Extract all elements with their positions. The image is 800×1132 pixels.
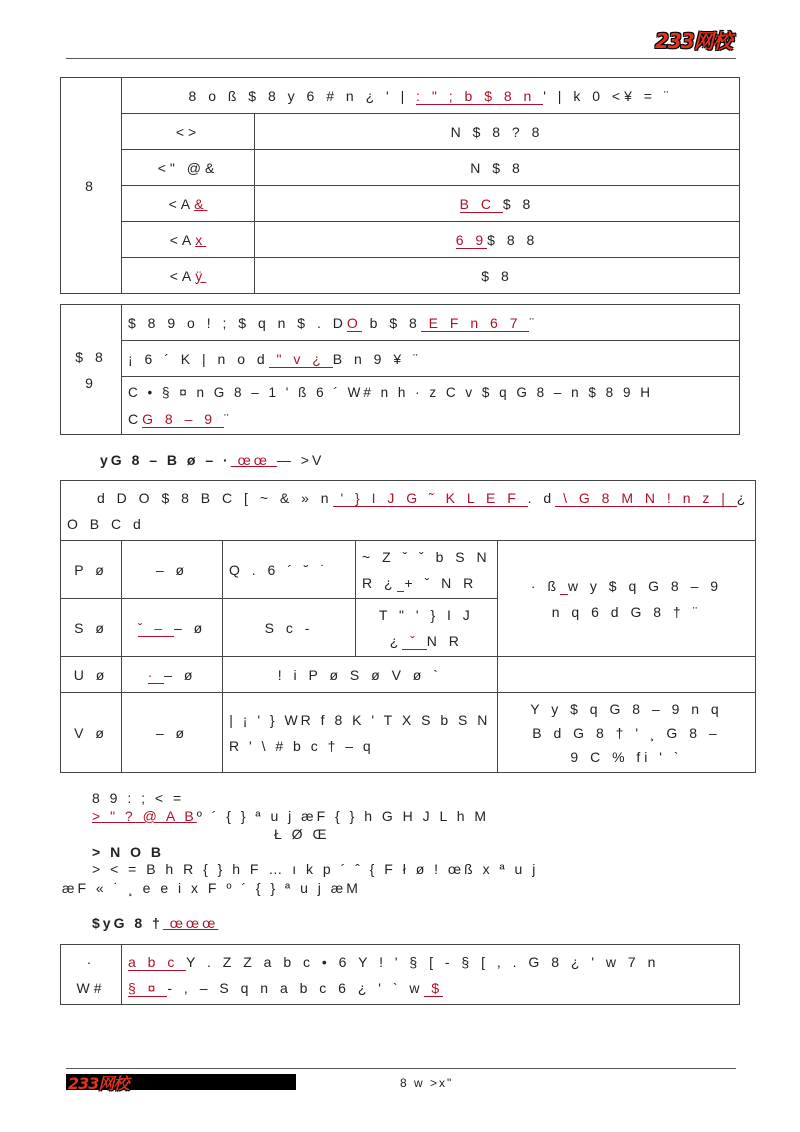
text: R ' \ # b c † – q (229, 737, 374, 754)
table2-row-label: $ 8 9 (61, 305, 122, 435)
text: $ 8 (502, 195, 535, 212)
table3-cell (122, 541, 223, 599)
table3-cell-merged (497, 541, 756, 657)
table3-cell: Q . 6 ´ ˘ ˙ (223, 541, 356, 599)
table4-content (122, 945, 740, 1005)
table3-cell (122, 693, 223, 773)
link[interactable]: : " ; b $ 8 n (416, 87, 544, 104)
table3-cell (356, 599, 498, 657)
text-line (504, 573, 750, 599)
header-rule (66, 58, 736, 59)
text: — >V (276, 452, 325, 468)
link[interactable]: ' } I J (332, 489, 407, 506)
text-line (67, 485, 749, 511)
section-heading-2 (92, 915, 218, 931)
text: ' | k 0 <¥ = ¨ (543, 87, 673, 104)
link[interactable]: x (195, 231, 207, 248)
table1-top-cell (122, 78, 740, 114)
text: <A (168, 195, 195, 212)
link[interactable]: $ (423, 979, 444, 996)
link[interactable]: œœ (230, 452, 277, 468)
text: – ø (155, 724, 189, 741)
text: 9 C % fi ' ` (570, 748, 683, 765)
text: C (128, 410, 143, 427)
text: R ¿ (362, 574, 397, 591)
table-2 (60, 304, 740, 435)
link[interactable]: G ˜ K L (406, 489, 486, 506)
text: ~ Z ˇ ˇ b S N (362, 548, 491, 565)
table3-cell (122, 657, 223, 693)
text: $ 8 8 (487, 231, 539, 248)
header-logo: 233网校 (655, 29, 732, 53)
text-line (128, 949, 733, 975)
text: - , – S q n a b c 6 ¿ ' ` w (167, 979, 424, 996)
table1-cell-right: N $ 8 (255, 150, 740, 186)
text: $yG 8 † (92, 915, 163, 931)
text: . d (527, 489, 556, 506)
table2-row-3 (122, 377, 740, 435)
text: $ 8 9 o ! ; $ q n $ . D (128, 314, 347, 331)
text: | ¡ ' } WR f 8 K ' T X S b S N (229, 711, 491, 728)
table3-cell: U ø (61, 657, 122, 693)
table1-cell-left (122, 186, 255, 222)
section-heading-1 (100, 452, 324, 468)
link[interactable]: ˇ (402, 632, 427, 649)
text-line (362, 570, 491, 596)
table3-cell: P ø (61, 541, 122, 599)
link[interactable]: B C (459, 195, 503, 212)
table1-cell-left (122, 258, 255, 294)
text: Y y $ q G 8 – 9 n q (530, 700, 723, 717)
text: – ø (155, 561, 189, 578)
table3-cell: ! i P ø S ø V ø ` (223, 657, 498, 693)
table-3 (60, 480, 756, 773)
table1-cell-right: N $ 8 ? 8 (255, 114, 740, 150)
text: ¡ 6 ´ K | n o d (128, 350, 269, 367)
notes-line-2 (92, 808, 489, 824)
text: b $ 8 (361, 314, 421, 331)
notes-line-6: æF « ˙ ¸ e e i x F º ´ { } ª u j æM (62, 880, 361, 896)
table3-top-cell (61, 481, 756, 541)
link[interactable]: G 8 – 9 (142, 410, 224, 427)
text: + ˇ (404, 574, 442, 591)
text: – ø (174, 619, 207, 636)
table4-label (61, 945, 122, 1005)
table3-cell-empty (497, 657, 756, 693)
link[interactable]: O (346, 314, 362, 331)
footer-rule (66, 1068, 736, 1069)
notes-line-5: > < = B h R { } h F … ı k p ´ ˆ { F ł ø ! œß x ª u j (92, 861, 539, 877)
text: ¿ (736, 489, 750, 506)
text: <A (169, 267, 196, 284)
table2-row-1 (122, 305, 740, 341)
table3-cell (497, 693, 756, 773)
text: O B C d (67, 515, 145, 532)
table1-cell-right (255, 222, 740, 258)
text: º ´ { } ª u j æF { } h G H J L h M (196, 808, 490, 824)
table1-cell-left (122, 222, 255, 258)
table-4 (60, 944, 740, 1005)
text: Y . Z Z a b c • 6 Y ! ' § [ - § [ , . G 8 ¿ ' w 7 n (186, 953, 660, 970)
text: T " ' } I J (378, 606, 474, 623)
text-line (362, 628, 491, 654)
table1-cell-left: <" @& (122, 150, 255, 186)
text: 8 o ß $ 8 y 6 # n ¿ ' | (188, 87, 409, 104)
text: C • § ¤ n G 8 – 1 ' ß 6 ´ W# n h · z C v $ q G 8 – n $ 8 9 H (128, 384, 653, 400)
text: ¿ (389, 632, 403, 649)
notes-line-4: > N O B (92, 844, 164, 860)
table-1 (60, 77, 740, 294)
link[interactable]: E F n 6 7 (420, 314, 530, 331)
link[interactable]: & (194, 195, 208, 212)
table1-cell-right (255, 258, 740, 294)
link[interactable]: ˇ – (137, 619, 174, 636)
text: d D O $ 8 B C [ ~ & » n (97, 489, 333, 506)
text-line (128, 975, 733, 1001)
text: N R (426, 632, 463, 649)
table3-cell: V ø (61, 693, 122, 773)
table3-cell (223, 693, 498, 773)
link[interactable]: " v ¿ (268, 350, 333, 367)
text: $ 8 (481, 267, 513, 284)
link[interactable]: > " ? @ A B (92, 808, 197, 824)
link[interactable]: · (147, 666, 165, 683)
notes-line-1: 8 9 : ; < = (92, 790, 185, 806)
link[interactable]: 6 9 (455, 231, 488, 248)
table3-cell (122, 599, 223, 657)
table3-cell: S ø (61, 599, 122, 657)
table2-row-2 (122, 341, 740, 377)
text: – ø (164, 666, 197, 683)
table1-cell-left: <> (122, 114, 255, 150)
text-line (128, 406, 733, 432)
notes-line-3: Ł Ø Œ (274, 826, 330, 842)
table3-cell (356, 541, 498, 599)
link[interactable]: a b c (128, 953, 186, 970)
text: N R (441, 574, 478, 591)
text: ¨ (529, 314, 539, 331)
text: B d G 8 † ' ¸ G 8 – (532, 724, 721, 741)
text: n q 6 d G 8 † ¨ (551, 603, 702, 620)
link[interactable]: E F (485, 489, 528, 506)
text: · ß (530, 577, 560, 594)
text: yG 8 – B ø – · (100, 452, 231, 468)
footer-page-text: 8 w >x" (400, 1076, 454, 1090)
link[interactable]: § ¤ (128, 979, 168, 996)
table1-cell-right (255, 186, 740, 222)
text: w y $ q G 8 – 9 (567, 577, 723, 594)
text: ¨ (223, 410, 233, 427)
link[interactable]: ÿ (195, 267, 207, 284)
footer-logo: 233网校 (68, 1074, 129, 1093)
text: <A (169, 231, 196, 248)
link[interactable]: \ G 8 M N ! n z | (555, 489, 737, 506)
link[interactable]: œœœ (162, 915, 219, 931)
text: W# (76, 979, 106, 996)
table1-row-label: 8 (61, 78, 122, 294)
table3-cell: S c - (223, 599, 356, 657)
link[interactable] (560, 578, 568, 595)
text: B n 9 ¥ ¨ (332, 350, 422, 367)
text: · (86, 953, 96, 970)
